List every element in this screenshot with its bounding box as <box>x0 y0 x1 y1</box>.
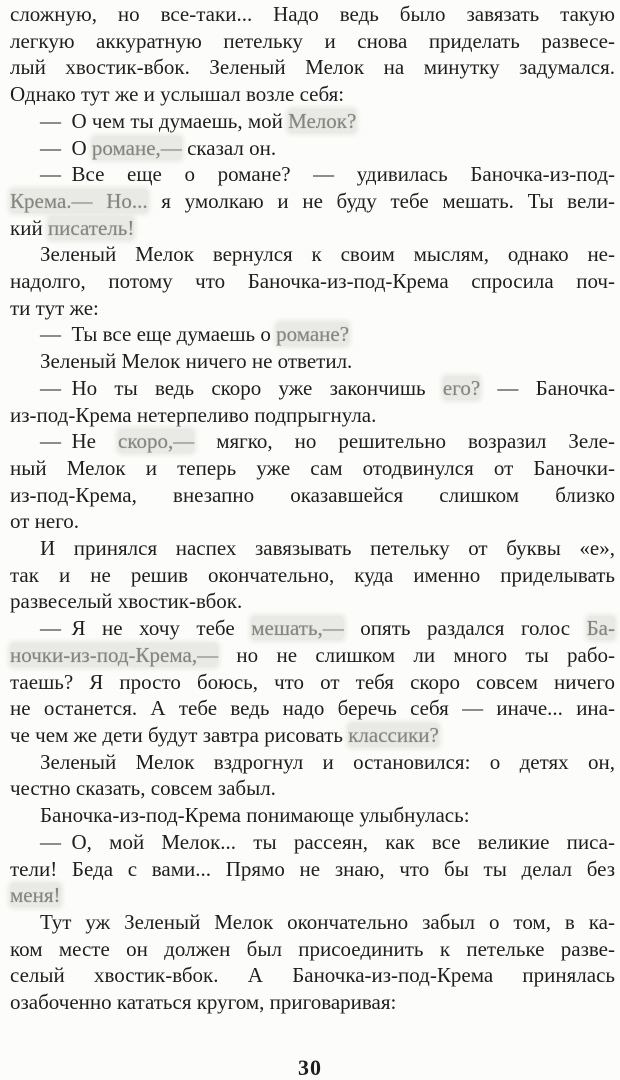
text-run: сложную, но все-таки... Надо ведь было завязать такую <box>10 2 615 26</box>
text-run: Зеленый Мелок вздрогнул и остановился: о детях он, <box>40 749 615 774</box>
text-line <box>10 482 615 509</box>
text-run: честно сказать, совсем забыл. <box>10 776 276 801</box>
text-run: ком месте он должен был присоединить к петельке разве- <box>10 936 615 961</box>
text-run: надолго, потому что Баночка-из-под-Крема спросила поч- <box>10 269 615 294</box>
text-run: селый хвостик-вбок. А Баночка-из-под-Крема принялась <box>10 963 615 988</box>
highlighted-word: романе,— <box>91 135 182 160</box>
text-run: — Но ты ведь скоро уже закончишь <box>40 375 443 400</box>
page-text <box>10 0 615 1016</box>
text-run: мягко, но решительно возразил Зеле- <box>194 429 615 454</box>
text-run: но не слишком ли много ты рабо- <box>218 642 615 667</box>
text-run: — Ты все еще думаешь о <box>40 322 277 347</box>
text-line <box>10 54 615 81</box>
highlighted-word: мешать,— <box>251 616 344 641</box>
text-line <box>10 615 615 642</box>
text-line <box>10 856 615 883</box>
text-line <box>10 508 615 535</box>
text-run: развеселый хвостик-вбок. <box>10 589 243 614</box>
text-run: таешь? Я просто боюсь, что от тебя скоро совсем ничего <box>10 669 615 694</box>
text-line <box>10 962 615 989</box>
text-run: лый хвостик-вбок. Зеленый Мелок на минутку задумался. <box>10 55 615 80</box>
text-line <box>10 669 615 696</box>
text-line <box>10 1 615 28</box>
text-line <box>10 722 615 749</box>
text-run: от него. <box>10 509 80 534</box>
highlighted-word: писатель! <box>47 215 135 240</box>
page-number: 30 <box>298 1054 322 1080</box>
text-run: так и не решив окончательно, куда именно приделывать <box>10 562 615 587</box>
highlighted-word: Крема.— Но... <box>10 188 148 213</box>
text-run: озабоченно кататься кругом, приговаривая: <box>10 990 397 1015</box>
text-run: Баночка-из-под-Крема понимающе улыбнулась: <box>40 803 470 828</box>
text-run: — О <box>40 135 92 160</box>
text-run: Однако тут же и услышал возле себя: <box>10 82 345 107</box>
text-line <box>10 268 615 295</box>
text-run: из-под-Крема нетерпеливо подпрыгнула. <box>10 402 377 427</box>
text-line <box>10 802 615 829</box>
text-run: легкую аккуратную петельку и снова приделать развесе- <box>10 28 615 53</box>
text-line <box>10 695 615 722</box>
text-run: Зеленый Мелок вернулся к своим мыслям, однако не- <box>40 242 615 267</box>
text-line <box>10 562 615 589</box>
highlighted-word: романе? <box>276 322 350 347</box>
text-line <box>10 829 615 856</box>
highlighted-word: меня! <box>10 883 61 908</box>
highlighted-word: его? <box>442 375 481 400</box>
text-line <box>10 161 615 188</box>
text-run: сказал он. <box>181 135 277 160</box>
text-line <box>10 909 615 936</box>
text-line <box>10 348 615 375</box>
text-line <box>10 402 615 429</box>
text-line <box>10 775 615 802</box>
text-line <box>10 188 615 215</box>
text-line <box>10 375 615 402</box>
text-line <box>10 535 615 562</box>
text-line <box>10 749 615 776</box>
text-run: кий <box>10 215 48 240</box>
text-run: — О, мой Мелок... ты рассеян, как все великие писа- <box>40 829 615 854</box>
text-run: ный Мелок и теперь уже сам отодвинулся от Баночки- <box>10 455 615 480</box>
text-run: Зеленый Мелок ничего не ответил. <box>40 349 353 374</box>
text-line <box>10 936 615 963</box>
text-run: — О чем ты думаешь, мой <box>40 108 289 133</box>
text-run: — Баночка- <box>480 375 615 400</box>
highlighted-word: Мелок? <box>288 108 357 133</box>
text-run: Тут уж Зеленый Мелок окончательно забыл о том, в ка- <box>40 909 615 934</box>
text-line <box>10 108 615 135</box>
text-line <box>10 642 615 669</box>
text-run: ти тут же: <box>10 295 99 320</box>
text-run: — Все еще о романе? — удивилась Баночка-из-под- <box>40 162 615 187</box>
text-line <box>10 321 615 348</box>
text-run: из-под-Крема, внезапно оказавшейся слишком близко <box>10 482 615 507</box>
text-run: — Не <box>40 429 118 454</box>
text-run: — Я не хочу тебе <box>40 616 252 641</box>
text-line <box>10 81 615 108</box>
text-run: че чем же дети будут завтра рисовать <box>10 722 349 747</box>
text-run: опять раздался голос <box>343 616 587 641</box>
text-line <box>10 295 615 322</box>
text-line <box>10 455 615 482</box>
highlighted-word: скоро,— <box>118 429 195 454</box>
highlighted-word: классики? <box>348 722 439 747</box>
text-line <box>10 135 615 162</box>
text-line <box>10 28 615 55</box>
text-line <box>10 241 615 268</box>
text-run: И принялся наспех завязывать петельку от буквы «е», <box>40 536 615 561</box>
text-run: я умолкаю и не буду тебе мешать. Ты вели- <box>147 188 615 213</box>
text-line <box>10 215 615 242</box>
text-run: не останется. А тебе ведь надо беречь себя — иначе... ина- <box>10 696 615 721</box>
text-line <box>10 588 615 615</box>
highlighted-word: ночки-из-под-Крема,— <box>10 642 219 667</box>
text-line <box>10 989 615 1016</box>
text-run: тели! Беда с вами... Прямо не знаю, что бы ты делал без <box>10 856 615 881</box>
text-line <box>10 882 615 909</box>
highlighted-word: Ба- <box>586 616 615 641</box>
text-line <box>10 428 615 455</box>
